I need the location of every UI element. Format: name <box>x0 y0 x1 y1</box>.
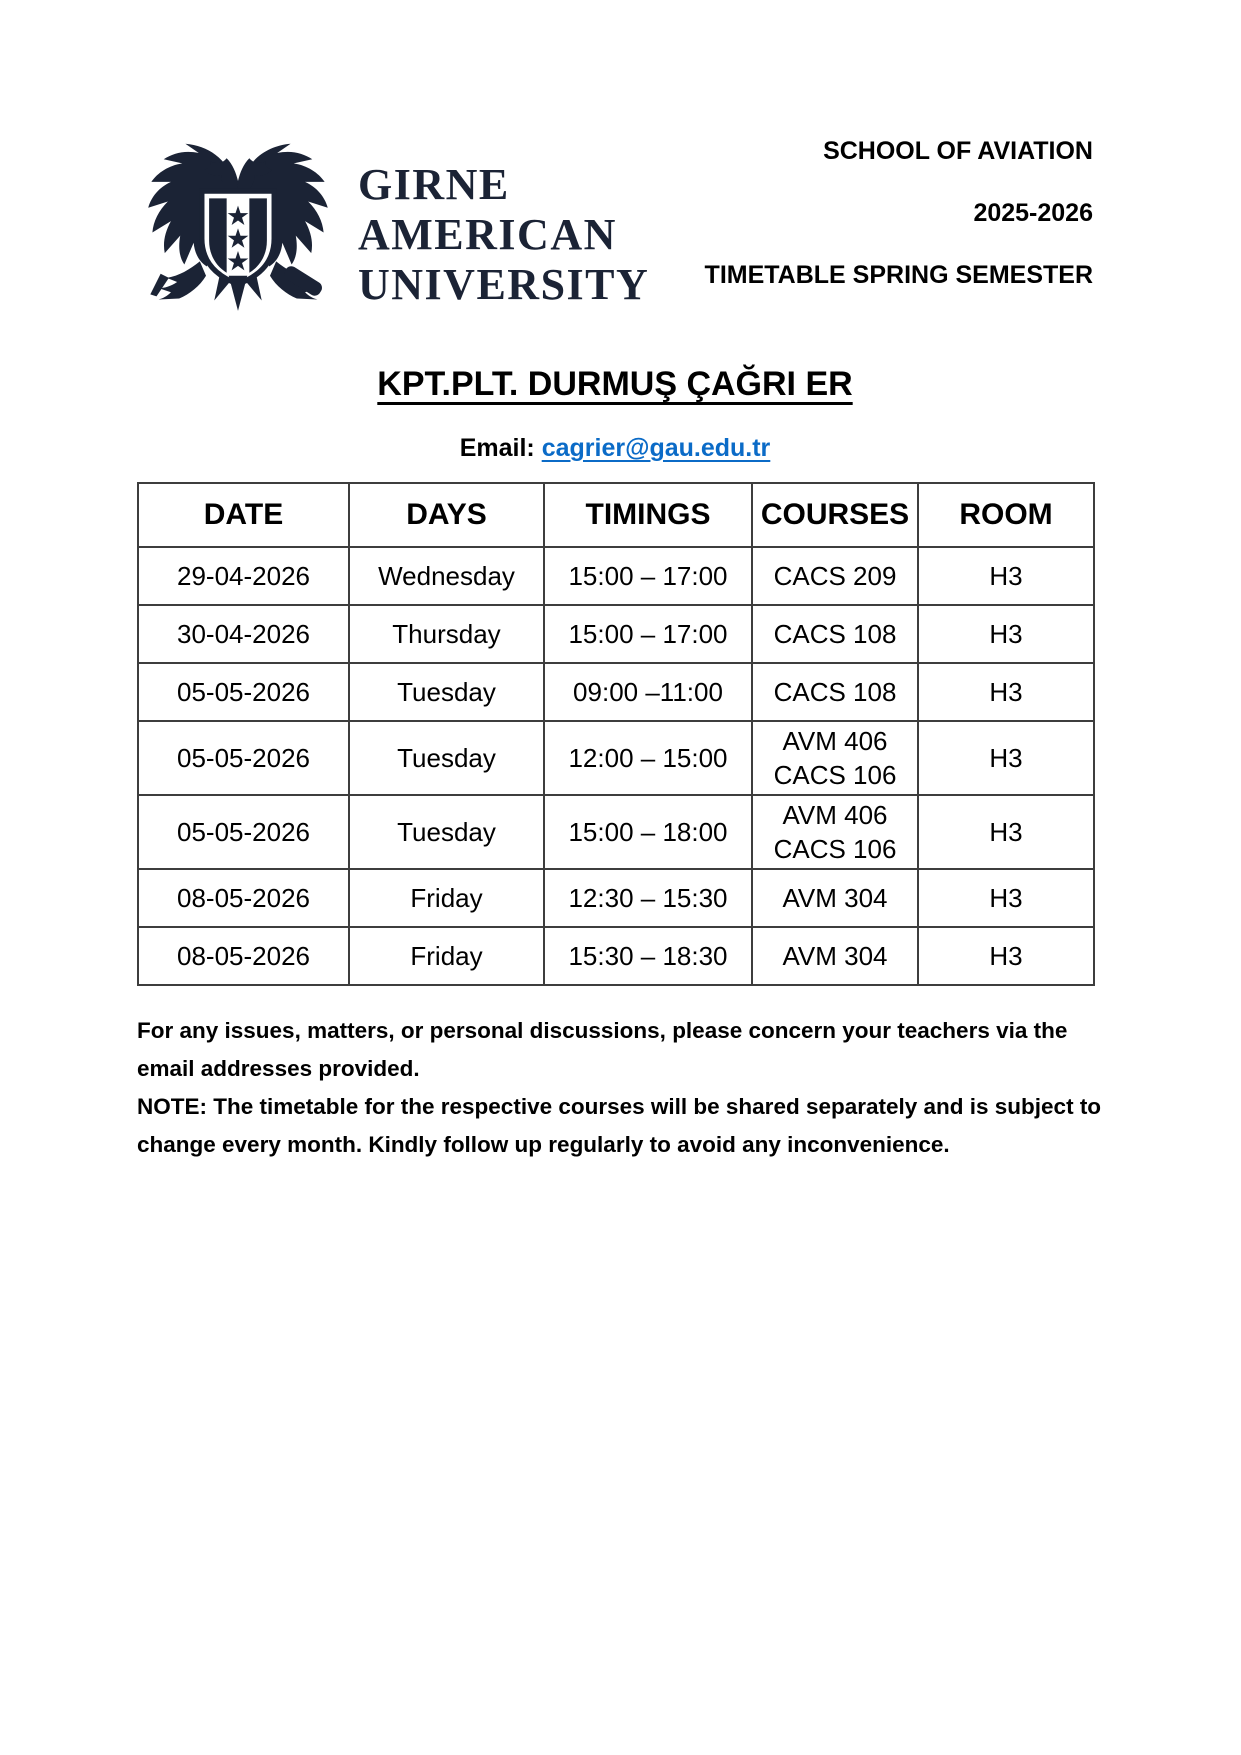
course-line: AVM 406 <box>782 800 888 830</box>
cell-room: H3 <box>918 547 1094 605</box>
footer-note-line: change every month. Kindly follow up regularly to avoid any inconvenience. <box>137 1132 950 1157</box>
email-label: Email: <box>459 434 535 462</box>
cell-date: 05-05-2026 <box>138 721 349 795</box>
timetable-row <box>138 547 1094 605</box>
cell-day: Friday <box>349 869 544 927</box>
cell-room: H3 <box>918 721 1094 795</box>
email-link[interactable]: cagrier@gau.edu.tr <box>541 434 771 462</box>
instructor-title: KPT.PLT. DURMUŞ ÇAĞRI ER <box>377 365 853 403</box>
cell-courses <box>752 721 918 795</box>
footer-note-line: email addresses provided. <box>137 1056 420 1081</box>
footer-note-line: For any issues, matters, or personal discussions, please concern your teachers via the <box>137 1018 1068 1043</box>
timetable-row <box>138 795 1094 869</box>
cell-timing: 15:00 – 17:00 <box>544 605 752 663</box>
cell-timing: 15:30 – 18:30 <box>544 927 752 985</box>
cell-date: 30-04-2026 <box>138 605 349 663</box>
cell-courses <box>752 869 918 927</box>
col-header-courses: COURSES <box>752 483 918 547</box>
course-line: CACS 108 <box>773 677 897 707</box>
col-header-days: DAYS <box>349 483 544 547</box>
cell-day: Thursday <box>349 605 544 663</box>
academic-year: 2025-2026 <box>973 199 1093 227</box>
document-header-right <box>705 138 1093 324</box>
timetable-row <box>138 927 1094 985</box>
timetable-row <box>138 605 1094 663</box>
school-name: SCHOOL OF AVIATION <box>823 137 1093 165</box>
course-line: CACS 106 <box>773 834 897 864</box>
cell-timing: 09:00 –11:00 <box>544 663 752 721</box>
cell-day: Tuesday <box>349 795 544 869</box>
university-name-line: GIRNE <box>358 160 510 209</box>
university-name <box>358 118 649 310</box>
cell-day: Wednesday <box>349 547 544 605</box>
university-crest-icon <box>140 118 336 316</box>
cell-room: H3 <box>918 869 1094 927</box>
course-line: AVM 304 <box>782 883 888 913</box>
email-line <box>137 434 1093 463</box>
timetable-row <box>138 721 1094 795</box>
col-header-room: ROOM <box>918 483 1094 547</box>
cell-date: 05-05-2026 <box>138 663 349 721</box>
cell-day: Tuesday <box>349 663 544 721</box>
university-name-line: AMERICAN <box>358 210 617 259</box>
cell-room: H3 <box>918 927 1094 985</box>
col-header-date: DATE <box>138 483 349 547</box>
course-line: CACS 108 <box>773 619 897 649</box>
timetable-row <box>138 869 1094 927</box>
timetable-semester-label: TIMETABLE SPRING SEMESTER <box>704 261 1093 289</box>
timetable <box>137 482 1095 986</box>
timetable-header-row <box>138 483 1094 547</box>
course-line: CACS 106 <box>773 760 897 790</box>
cell-date: 29-04-2026 <box>138 547 349 605</box>
cell-room: H3 <box>918 795 1094 869</box>
cell-timing: 12:00 – 15:00 <box>544 721 752 795</box>
cell-room: H3 <box>918 605 1094 663</box>
university-logo-block <box>140 118 649 316</box>
footer-notes <box>137 1012 1107 1164</box>
cell-day: Friday <box>349 927 544 985</box>
cell-date: 05-05-2026 <box>138 795 349 869</box>
cell-courses <box>752 547 918 605</box>
course-line: AVM 304 <box>782 941 888 971</box>
university-name-line: UNIVERSITY <box>358 260 650 309</box>
cell-courses <box>752 795 918 869</box>
cell-timing: 12:30 – 15:30 <box>544 869 752 927</box>
cell-timing: 15:00 – 18:00 <box>544 795 752 869</box>
course-line: AVM 406 <box>782 726 888 756</box>
timetable-row <box>138 663 1094 721</box>
course-line: CACS 209 <box>773 561 897 591</box>
cell-room: H3 <box>918 663 1094 721</box>
footer-note-line: NOTE: The timetable for the respective courses will be shared separately and is subject to <box>137 1094 1102 1119</box>
cell-date: 08-05-2026 <box>138 927 349 985</box>
cell-timing: 15:00 – 17:00 <box>544 547 752 605</box>
cell-date: 08-05-2026 <box>138 869 349 927</box>
cell-day: Tuesday <box>349 721 544 795</box>
cell-courses <box>752 663 918 721</box>
cell-courses <box>752 927 918 985</box>
cell-courses <box>752 605 918 663</box>
col-header-timings: TIMINGS <box>544 483 752 547</box>
